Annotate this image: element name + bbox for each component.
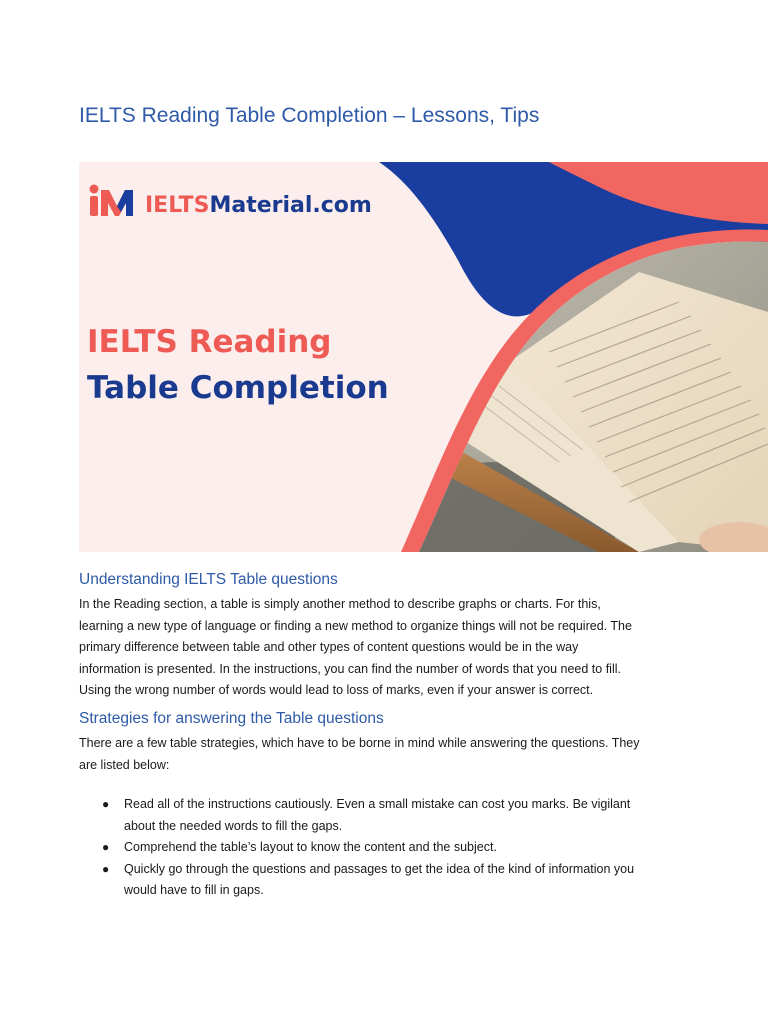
paragraph-line: primary difference between table and other types of content questions would be in the way [79,640,579,655]
section-heading-strategies: Strategies for answering the Table questions [79,710,384,727]
list-item-line: Quickly go through the questions and passages to get the idea of the kind of information you [124,861,635,876]
paragraph-line: There are a few table strategies, which have to be borne in mind while answering the questions. They [79,736,640,750]
headline-line1: IELTS Reading [87,324,332,360]
headline-line2: Table Completion [87,370,389,406]
logo-text [145,193,372,218]
paragraph-line: information is presented. In the instructions, you can find the number of words that you need to fill. [79,661,621,676]
paragraph-line: are listed below: [79,757,170,772]
section-paragraph-strategies [79,733,709,776]
banner-illustration [79,162,768,552]
paragraph-line: learning a new type of language or finding a new method to organize things will not be required. The [79,618,632,633]
section-heading-understanding: Understanding IELTS Table questions [79,571,338,588]
list-item-line: would have to fill in gaps. [124,883,264,898]
bullet-icon: ● [102,861,110,876]
strategies-list [79,794,709,902]
list-item-line: about the needed words to fill the gaps. [124,818,343,833]
list-item-line: Comprehend the table’s layout to know the content and the subject. [124,840,497,855]
paragraph-line: In the Reading section, a table is simply another method to describe graphs or charts. For this, [79,597,601,611]
list-item [79,794,709,837]
list-item-line: Read all of the instructions cautiously. Even a small mistake can cost you marks. Be vigilant [124,797,631,811]
list-item [79,859,709,902]
bullet-icon: ● [102,840,110,855]
logo-suffix: Material.com [209,193,372,218]
bullet-icon: ● [102,797,110,811]
paragraph-line: Using the wrong number of words would lead to loss of marks, even if your answer is correct. [79,683,594,698]
section-paragraph-understanding [79,594,709,702]
list-item [79,837,709,859]
page-title: IELTS Reading Table Completion – Lessons, Tips [79,104,540,127]
logo-prefix: IELTS [145,193,210,218]
banner-image [79,162,768,552]
